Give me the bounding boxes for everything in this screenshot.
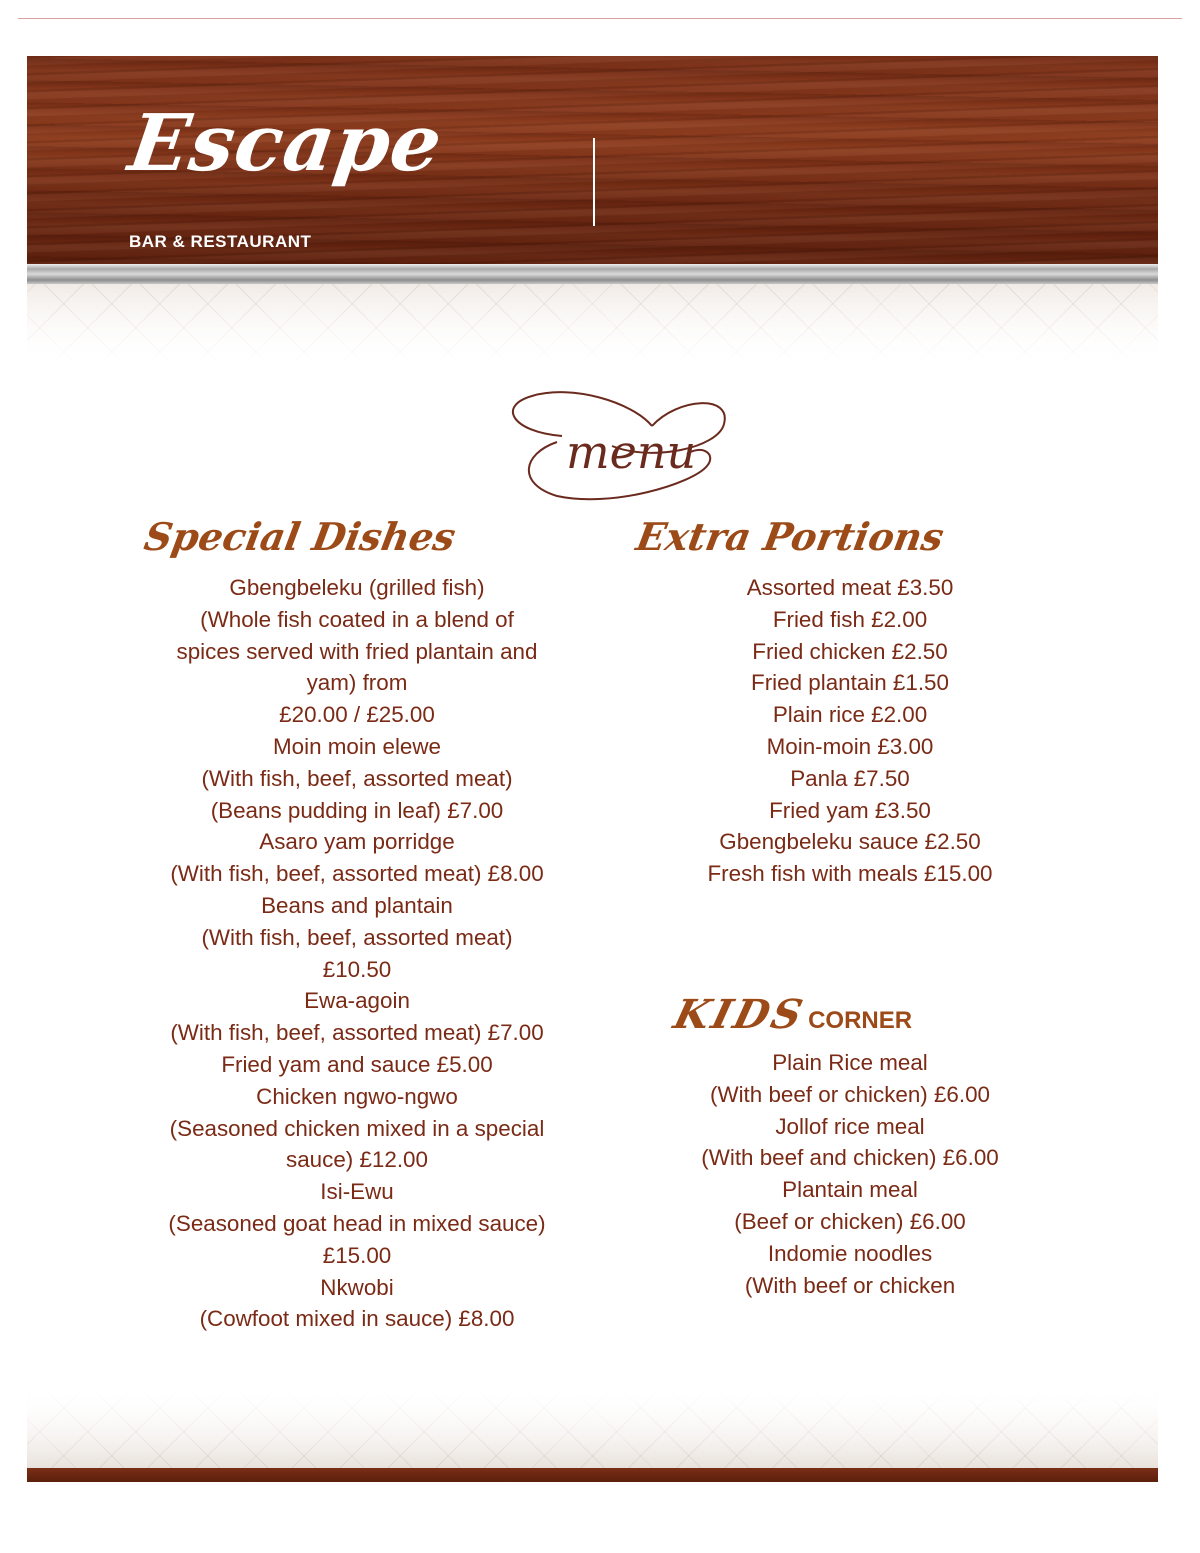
list-item: sauce) £12.00 <box>286 1147 428 1173</box>
list-item: Plantain meal <box>782 1177 918 1203</box>
list-item: Asaro yam porridge <box>259 829 455 855</box>
wood-footer <box>27 1468 1158 1482</box>
list-item: Fried chicken £2.50 <box>752 638 948 664</box>
list-item: £20.00 / £25.00 <box>279 702 435 728</box>
list-item: spices served with fried plantain and <box>176 638 538 664</box>
list-item: £10.50 <box>322 956 392 982</box>
metal-trim <box>27 264 1158 284</box>
list-item: Gbengbeleku (grilled fish) <box>229 575 485 600</box>
list-item: Isi-Ewu <box>320 1179 394 1205</box>
list-item: Panla £7.50 <box>790 765 910 791</box>
list-item: (With beef or chicken) £6.00 <box>709 1081 990 1107</box>
list-item: £15.00 <box>322 1242 392 1268</box>
wood-header <box>27 56 1158 264</box>
menu-flourish <box>502 384 732 504</box>
brand-logo: Escape <box>123 98 448 189</box>
list-item: Plain Rice meal <box>772 1050 928 1075</box>
top-rule <box>18 18 1182 19</box>
list-item: (Seasoned goat head in mixed sauce) <box>168 1210 546 1236</box>
special-dishes-list <box>107 572 607 1335</box>
list-item: Moin-moin £3.00 <box>766 733 934 759</box>
kids-corner-list <box>600 1047 1100 1301</box>
list-item: Fried yam £3.50 <box>769 797 931 823</box>
list-item: Fried plantain £1.50 <box>751 670 949 696</box>
list-item: Jollof rice meal <box>775 1113 925 1139</box>
list-item: Indomie noodles <box>767 1240 933 1266</box>
list-item: (Beans pudding in leaf) £7.00 <box>210 797 504 823</box>
list-item: (Whole fish coated in a blend of <box>200 606 514 632</box>
brand-tagline: BAR & RESTAURANT <box>129 232 312 251</box>
list-item: Fresh fish with meals £15.00 <box>707 861 993 887</box>
list-item: Chicken ngwo-ngwo <box>256 1083 458 1109</box>
list-item: yam) from <box>306 670 408 696</box>
list-item: Moin moin elewe <box>272 733 441 759</box>
list-item: Assorted meat £3.50 <box>746 575 954 600</box>
list-item: Fried fish £2.00 <box>772 606 928 632</box>
list-item: (With beef or chicken <box>744 1272 956 1298</box>
kids-corner-heading <box>669 991 913 1038</box>
kids-heading-word: KIDS <box>669 991 810 1038</box>
list-item: Gbengbeleku sauce £2.50 <box>719 829 981 855</box>
list-item: Beans and plantain <box>261 892 453 918</box>
list-item: Plain rice £2.00 <box>772 702 928 728</box>
list-item: (With fish, beef, assorted meat) <box>201 765 513 791</box>
list-item: (With beef and chicken) £6.00 <box>701 1145 999 1171</box>
extra-portions-list <box>600 572 1100 890</box>
list-item: (With fish, beef, assorted meat) £7.00 <box>170 1020 544 1046</box>
extra-portions-heading: Extra Portions <box>633 514 948 559</box>
kids-heading-sub: CORNER <box>808 1007 913 1034</box>
special-dishes-heading: Special Dishes <box>141 514 459 559</box>
pattern-band-top <box>27 284 1158 364</box>
list-item: Nkwobi <box>320 1274 394 1300</box>
list-item: (Cowfoot mixed in sauce) £8.00 <box>199 1306 515 1332</box>
list-item: Ewa-agoin <box>304 988 410 1014</box>
menu-title: menu <box>566 425 697 479</box>
list-item: (Beef or chicken) £6.00 <box>734 1208 966 1234</box>
pattern-band-bottom <box>27 1388 1158 1468</box>
list-item: (Seasoned chicken mixed in a special <box>169 1115 545 1141</box>
list-item: Fried yam and sauce £5.00 <box>221 1051 493 1077</box>
list-item: (With fish, beef, assorted meat) <box>201 924 513 950</box>
list-item: (With fish, beef, assorted meat) £8.00 <box>170 861 544 887</box>
menu-sheet <box>27 56 1158 1482</box>
header-divider <box>593 138 595 226</box>
